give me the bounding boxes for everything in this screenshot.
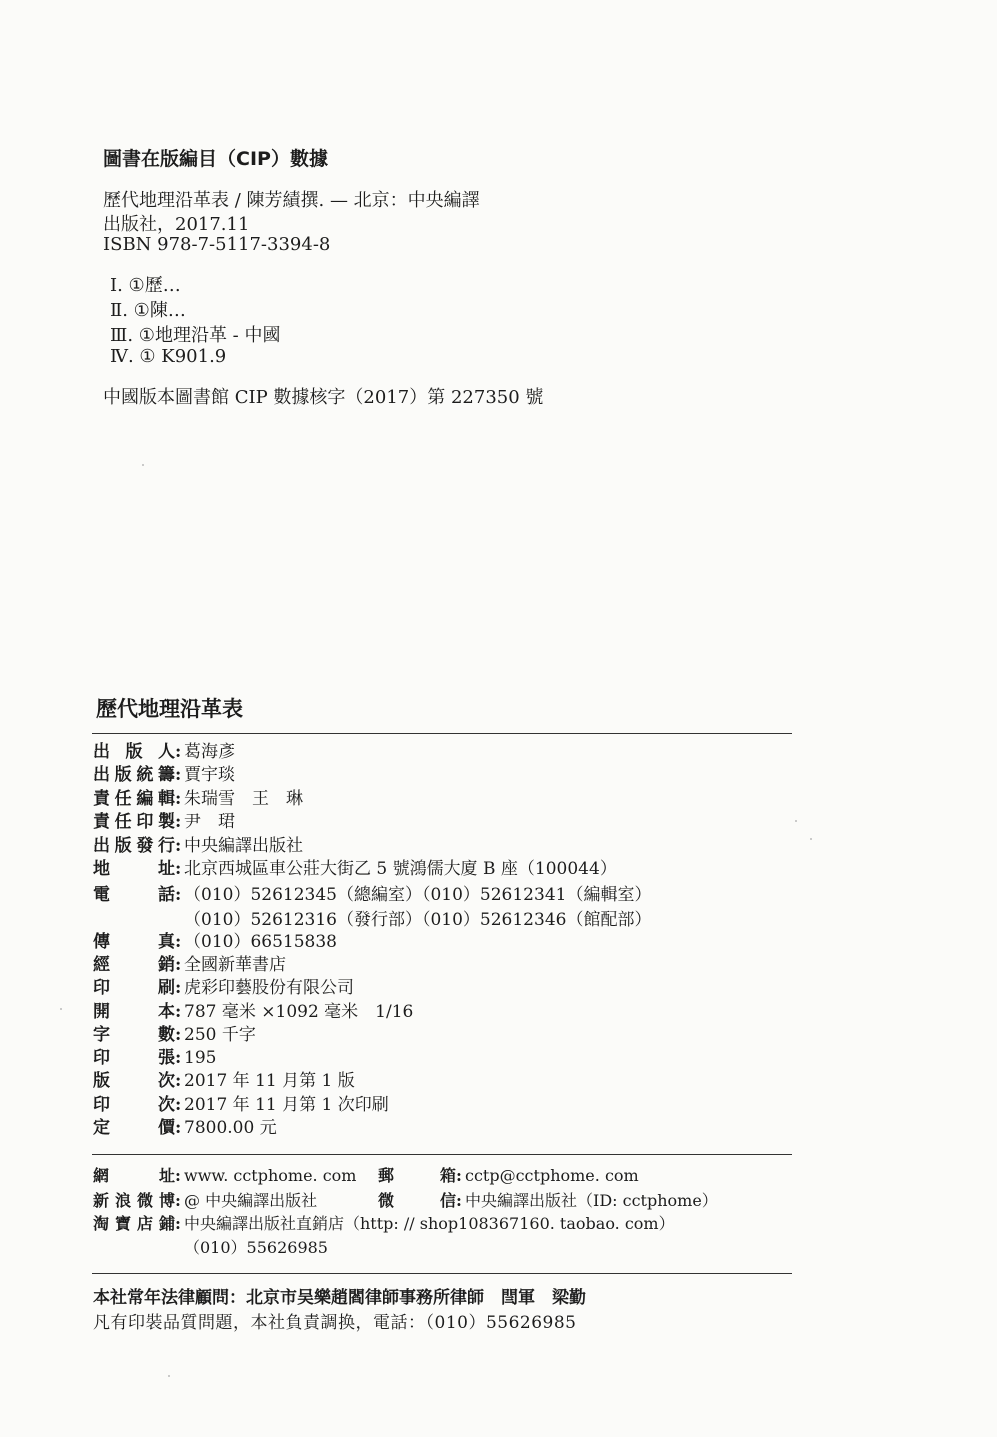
quality-notice: 凡有印裝品質問題，本社負責調换，電話：（010）55626985	[93, 1313, 577, 1333]
imprint-label: 印刷	[93, 978, 175, 998]
taobao-shop-link[interactable]: 中央編譯出版社直銷店（http: // shop108367160. taobao. com）	[184, 1214, 675, 1233]
imprint-label: 地址	[93, 859, 175, 879]
imprint-row-word-count: 字數: 250 千字	[93, 1025, 256, 1045]
imprint-row-phone: 電話: （010）52612345（總編室）（010）52612341（編輯室）	[93, 885, 652, 905]
classification-line: Ⅰ. ①歷…	[110, 275, 181, 296]
imprint-value: 250 千字	[184, 1025, 256, 1045]
imprint-row-price: 定價: 7800.00 元	[93, 1118, 277, 1138]
contact-label: 微信	[378, 1191, 456, 1210]
divider	[92, 733, 792, 734]
scan-speck	[60, 1008, 62, 1010]
contact-row-social: 新浪微博: @ 中央編譯出版社 微信: 中央編譯出版社（ID: cctphome）	[93, 1191, 718, 1210]
imprint-label: 出版發行	[93, 836, 175, 856]
imprint-value: 195	[184, 1048, 217, 1068]
divider	[92, 1273, 792, 1274]
imprint-value: 葛海彥	[184, 742, 235, 762]
imprint-row-dealer: 經銷: 全國新華書店	[93, 955, 286, 975]
website-link[interactable]: www. cctphome. com	[184, 1166, 357, 1185]
imprint-label: 出版統籌	[93, 765, 175, 785]
imprint-label: 印張	[93, 1048, 175, 1068]
imprint-value: （010）66515838	[184, 932, 337, 952]
imprint-row-impression: 印次: 2017 年 11 月第 1 次印刷	[93, 1095, 389, 1115]
imprint-value: （010）52612345（總編室）（010）52612341（編輯室）	[184, 885, 652, 905]
wechat-account[interactable]: 中央編譯出版社（ID: cctphome）	[465, 1191, 718, 1210]
imprint-value: 朱瑞雪 王 琳	[184, 789, 303, 809]
imprint-label: 電話	[93, 885, 175, 905]
cip-heading: 圖書在版編目（CIP）數據	[103, 148, 328, 170]
contact-row-shop: 淘寶店鋪: 中央編譯出版社直銷店（http: // shop108367160. taobao. com）	[93, 1214, 675, 1233]
classification-line: Ⅱ. ①陳…	[110, 300, 186, 321]
divider	[92, 1154, 792, 1155]
imprint-label: 經銷	[93, 955, 175, 975]
imprint-label: 責任印製	[93, 812, 175, 832]
contact-row-shop-phone	[184, 1237, 328, 1259]
imprint-label: 字數	[93, 1025, 175, 1045]
imprint-row-edition: 版次: 2017 年 11 月第 1 版	[93, 1071, 355, 1091]
contact-label: 網址	[93, 1166, 175, 1185]
imprint-label: 開本	[93, 1002, 175, 1022]
imprint-row-distributor: 出版發行: 中央編譯出版社	[93, 836, 303, 856]
contact-label: 淘寶店鋪	[93, 1214, 175, 1233]
imprint-label: 出版人	[93, 742, 175, 762]
imprint-row-phone-continued	[184, 909, 651, 931]
imprint-label: 定價	[93, 1118, 175, 1138]
classification-line: Ⅲ. ①地理沿革 - 中國	[110, 325, 281, 346]
cip-line: 出版社，2017.11	[103, 214, 250, 235]
imprint-value: 787 毫米 ×1092 毫米 1/16	[184, 1002, 414, 1022]
contact-label: 郵箱	[378, 1166, 456, 1185]
imprint-label: 責任編輯	[93, 789, 175, 809]
imprint-row-editors: 責任編輯: 朱瑞雪 王 琳	[93, 789, 303, 809]
book-title: 歷代地理沿革表	[96, 697, 243, 721]
imprint-value: 7800.00 元	[184, 1118, 277, 1138]
imprint-row-coordinator: 出版統籌: 賈宇琰	[93, 765, 235, 785]
imprint-value: 2017 年 11 月第 1 次印刷	[184, 1095, 389, 1115]
imprint-label: 傳真	[93, 932, 175, 952]
imprint-value: 虎彩印藝股份有限公司	[184, 978, 354, 998]
cip-line: 歷代地理沿革表 / 陳芳績撰. — 北京：中央編譯	[103, 190, 480, 211]
classification-line: Ⅳ. ① K901.9	[110, 346, 227, 367]
imprint-value: 尹 珺	[184, 812, 235, 832]
imprint-value: 賈宇琰	[184, 765, 235, 785]
contact-label: 新浪微博	[93, 1191, 175, 1210]
scan-speck	[795, 820, 797, 822]
imprint-value: 北京西城區車公莊大街乙 5 號鴻儒大廈 B 座（100044）	[184, 859, 617, 879]
shop-phone: （010）55626985	[184, 1238, 328, 1257]
legal-counsel: 本社常年法律顧問：北京市吴樂趙閻律師事務所律師 閆軍 梁勤	[93, 1288, 586, 1308]
scan-speck	[142, 464, 144, 466]
imprint-row-fax: 傳真: （010）66515838	[93, 932, 337, 952]
scan-speck	[810, 838, 812, 840]
imprint-row-publisher: 出版人: 葛海彥	[93, 742, 235, 762]
weibo-account[interactable]: @ 中央編譯出版社	[184, 1191, 318, 1210]
imprint-row-print-manager: 責任印製: 尹 珺	[93, 812, 235, 832]
imprint-value: 全國新華書店	[184, 955, 286, 975]
email-link[interactable]: cctp@cctphome. com	[465, 1166, 639, 1185]
imprint-row-sheets: 印張: 195	[93, 1048, 217, 1068]
imprint-row-format: 開本: 787 毫米 ×1092 毫米 1/16	[93, 1002, 414, 1022]
imprint-row-address: 地址: 北京西城區車公莊大街乙 5 號鴻儒大廈 B 座（100044）	[93, 859, 617, 879]
imprint-value: （010）52612316（發行部）（010）52612346（館配部）	[184, 910, 652, 930]
scan-speck	[168, 1375, 170, 1377]
imprint-value: 2017 年 11 月第 1 版	[184, 1071, 355, 1091]
imprint-label: 版次	[93, 1071, 175, 1091]
cip-line: ISBN 978-7-5117-3394-8	[103, 234, 331, 255]
imprint-value: 中央編譯出版社	[184, 836, 303, 856]
imprint-label: 印次	[93, 1095, 175, 1115]
contact-row-web: 網址: www. cctphome. com 郵箱: cctp@cctphome. com	[93, 1166, 639, 1185]
imprint-row-printer: 印刷: 虎彩印藝股份有限公司	[93, 978, 354, 998]
library-cip-note: 中國版本圖書館 CIP 數據核字（2017）第 227350 號	[103, 387, 544, 408]
